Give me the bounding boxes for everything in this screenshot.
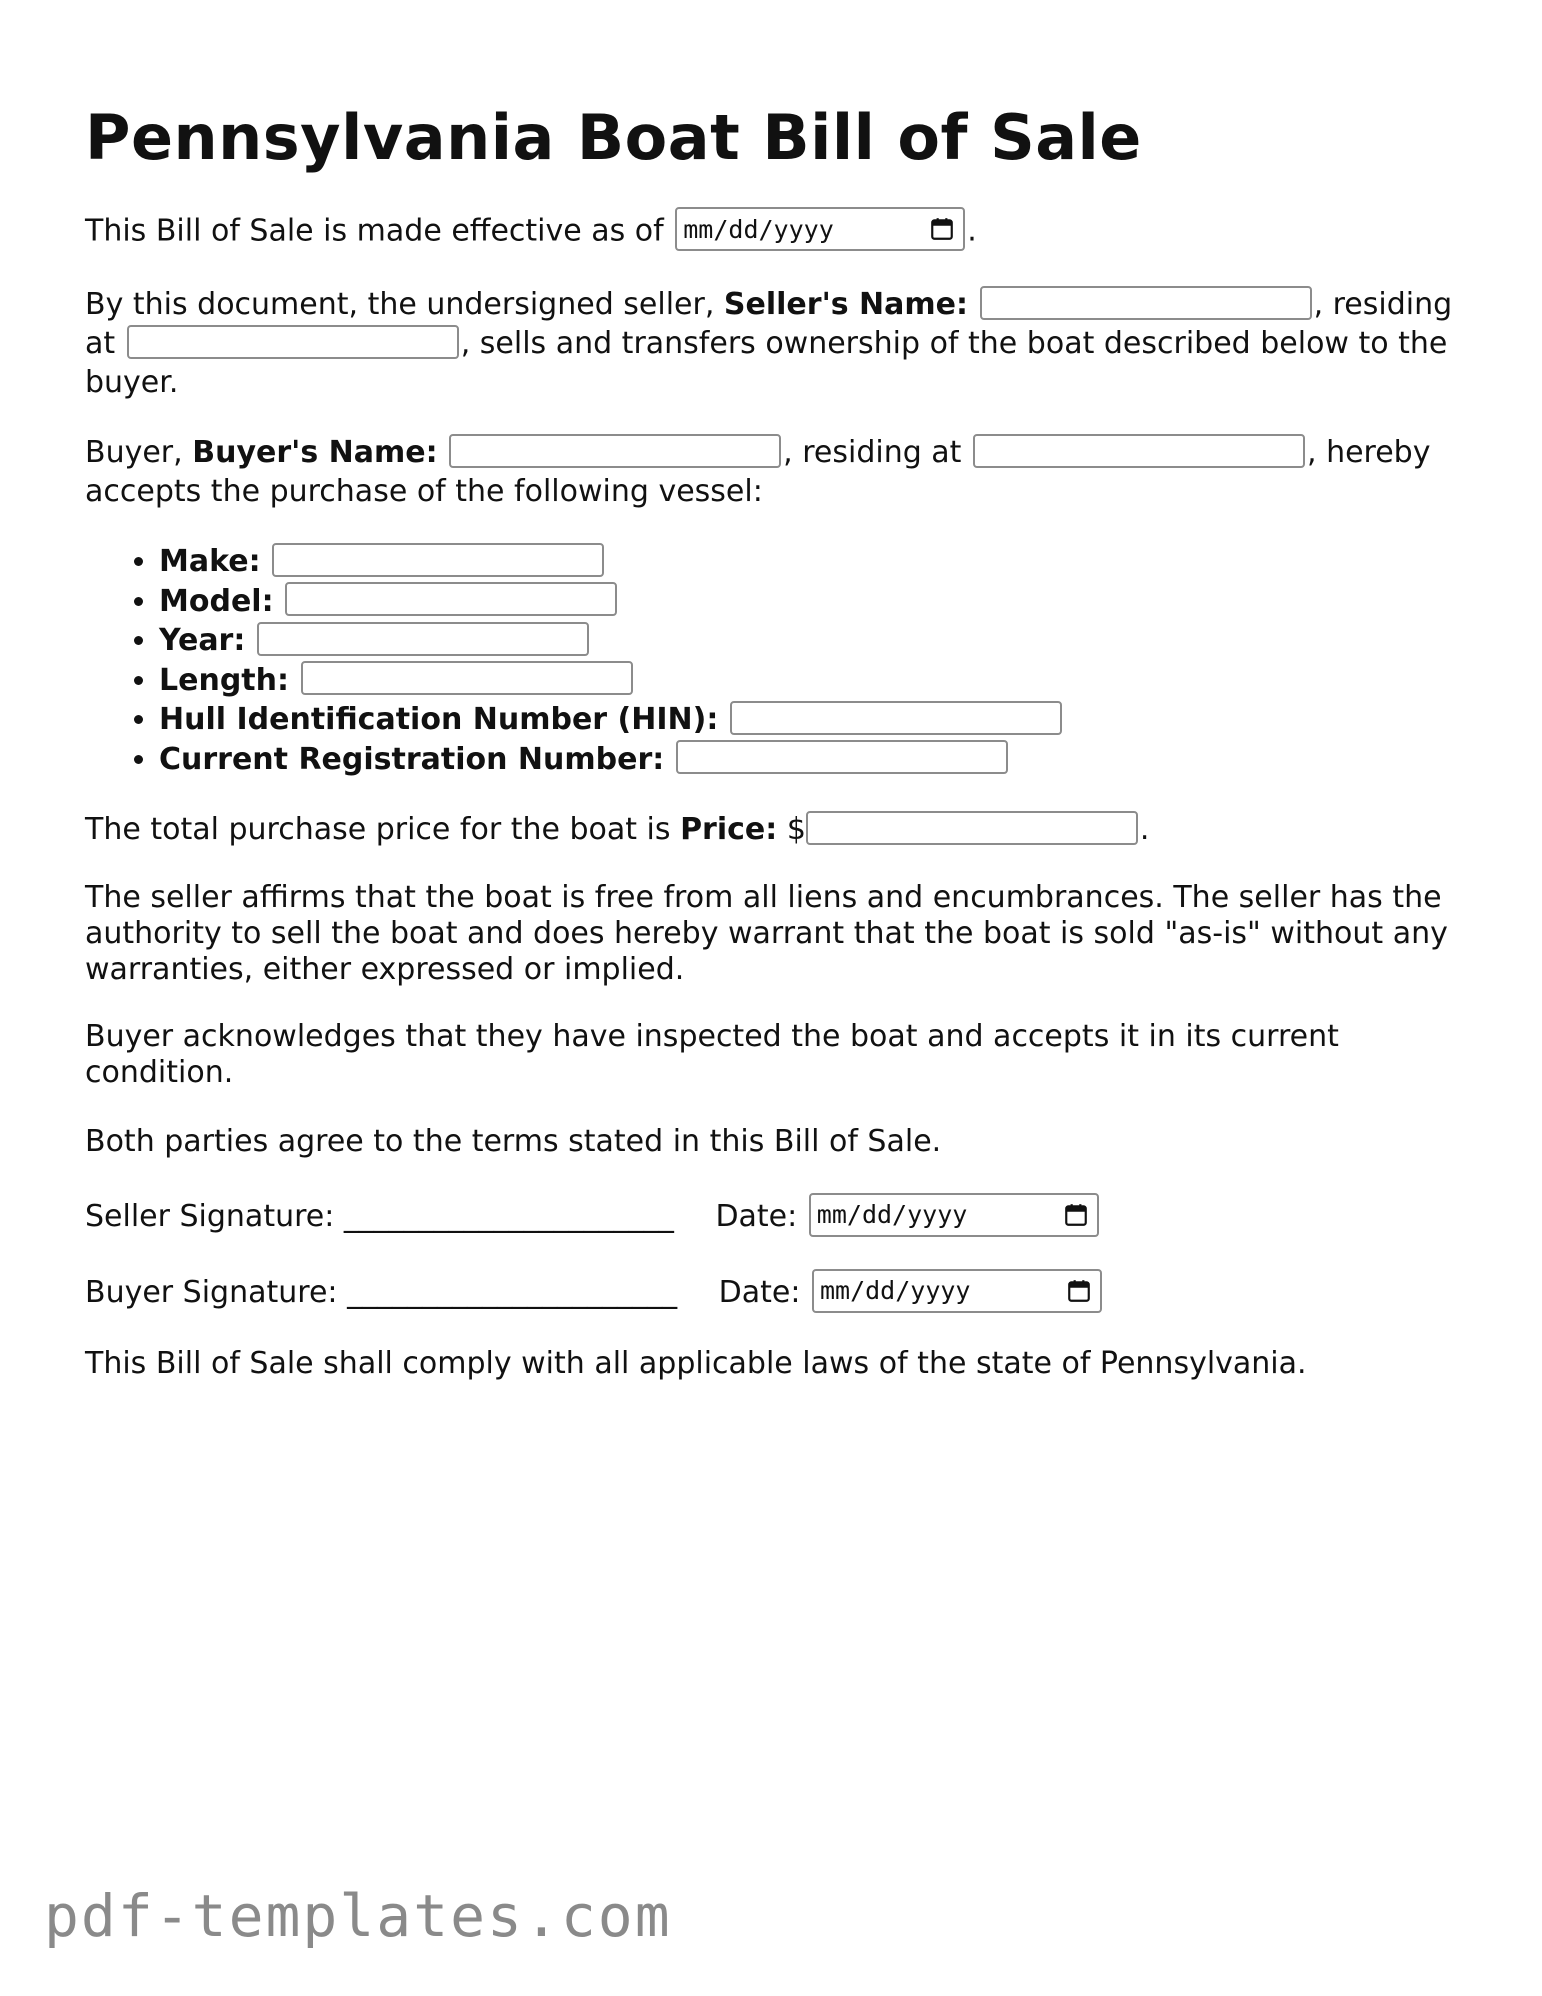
currency-symbol: $ xyxy=(786,812,806,847)
price-input[interactable] xyxy=(806,811,1138,845)
list-item xyxy=(159,582,1457,622)
seller-post-text: , sells and transfers ownership of the boat described below to the buyer. xyxy=(85,326,1448,400)
seller-signature-line[interactable]: ______________________ xyxy=(343,1199,674,1234)
list-item xyxy=(159,542,1457,582)
date-placeholder: mm/dd/yyyy xyxy=(819,1275,971,1305)
seller-mid-text: , residing at xyxy=(85,287,1453,361)
model-label: Model: xyxy=(159,583,274,619)
seller-date-label: Date: xyxy=(715,1199,798,1234)
buyer-post-text: , hereby accepts the purchase of the following vessel: xyxy=(85,435,1431,509)
seller-signature-row xyxy=(85,1192,1457,1242)
date-placeholder: mm/dd/yyyy xyxy=(683,214,834,244)
bill-of-sale-document xyxy=(85,100,1457,1414)
date-placeholder: mm/dd/yyyy xyxy=(816,1199,968,1229)
intro-paragraph xyxy=(85,210,1457,254)
year-input[interactable] xyxy=(257,622,589,656)
buyer-signature-label: Buyer Signature: xyxy=(85,1275,338,1310)
registration-number-label: Current Registration Number: xyxy=(159,741,665,777)
seller-signature-label: Seller Signature: xyxy=(85,1199,335,1234)
buyer-date-input[interactable] xyxy=(812,1269,1102,1313)
price-paragraph xyxy=(85,810,1457,849)
liens-paragraph: The seller affirms that the boat is free from all liens and encumbrances. The seller has the authority to sell the boat and does hereby warrant that the boat is sold "as-is" without any warranties, either expressed or implied. xyxy=(85,880,1448,987)
buyer-name-label: Buyer's Name: xyxy=(192,435,438,470)
intro-text: This Bill of Sale is made effective as of xyxy=(85,213,664,249)
buyer-paragraph xyxy=(85,433,1457,511)
make-input[interactable] xyxy=(272,543,604,577)
inspection-paragraph: Buyer acknowledges that they have inspected the boat and accepts it in its current condition. xyxy=(85,1019,1339,1090)
intro-end: . xyxy=(967,213,977,249)
watermark-text: pdf-templates.com xyxy=(44,1882,672,1950)
page-title: Pennsylvania Boat Bill of Sale xyxy=(85,101,1142,174)
effective-date-input[interactable] xyxy=(675,207,965,251)
agreement-paragraph: Both parties agree to the terms stated in this Bill of Sale. xyxy=(85,1124,942,1159)
calendar-icon[interactable] xyxy=(929,216,955,242)
list-item xyxy=(159,621,1457,661)
buyer-signature-line[interactable]: ______________________ xyxy=(347,1275,678,1310)
seller-pre-text: By this document, the undersigned seller, xyxy=(85,287,715,322)
list-item xyxy=(159,700,1457,740)
seller-date-input[interactable] xyxy=(809,1193,1099,1237)
model-input[interactable] xyxy=(285,582,617,616)
calendar-icon[interactable] xyxy=(1066,1278,1092,1304)
law-paragraph: This Bill of Sale shall comply with all applicable laws of the state of Pennsylvania. xyxy=(85,1346,1307,1381)
list-item xyxy=(159,740,1457,780)
hin-input[interactable] xyxy=(730,701,1062,735)
buyer-date-label: Date: xyxy=(718,1275,801,1310)
price-label: Price: xyxy=(680,812,778,847)
length-label: Length: xyxy=(159,662,289,698)
make-label: Make: xyxy=(159,544,261,579)
vessel-details-list xyxy=(85,542,1457,779)
price-end: . xyxy=(1139,812,1150,847)
calendar-icon[interactable] xyxy=(1063,1202,1089,1228)
registration-number-input[interactable] xyxy=(676,740,1008,774)
buyer-name-input[interactable] xyxy=(449,434,781,468)
list-item xyxy=(159,661,1457,701)
buyer-address-input[interactable] xyxy=(973,434,1305,468)
length-input[interactable] xyxy=(301,661,633,695)
buyer-signature-row xyxy=(85,1268,1457,1318)
hin-label: Hull Identification Number (HIN): xyxy=(159,702,719,737)
seller-paragraph xyxy=(85,285,1457,402)
buyer-mid-text: , residing at xyxy=(783,435,962,470)
year-label: Year: xyxy=(159,623,246,658)
seller-name-label: Seller's Name: xyxy=(723,287,969,322)
seller-name-input[interactable] xyxy=(980,286,1312,320)
seller-address-input[interactable] xyxy=(127,325,459,359)
buyer-pre-text: Buyer, xyxy=(85,435,183,470)
price-pre-text: The total purchase price for the boat is xyxy=(85,812,671,847)
